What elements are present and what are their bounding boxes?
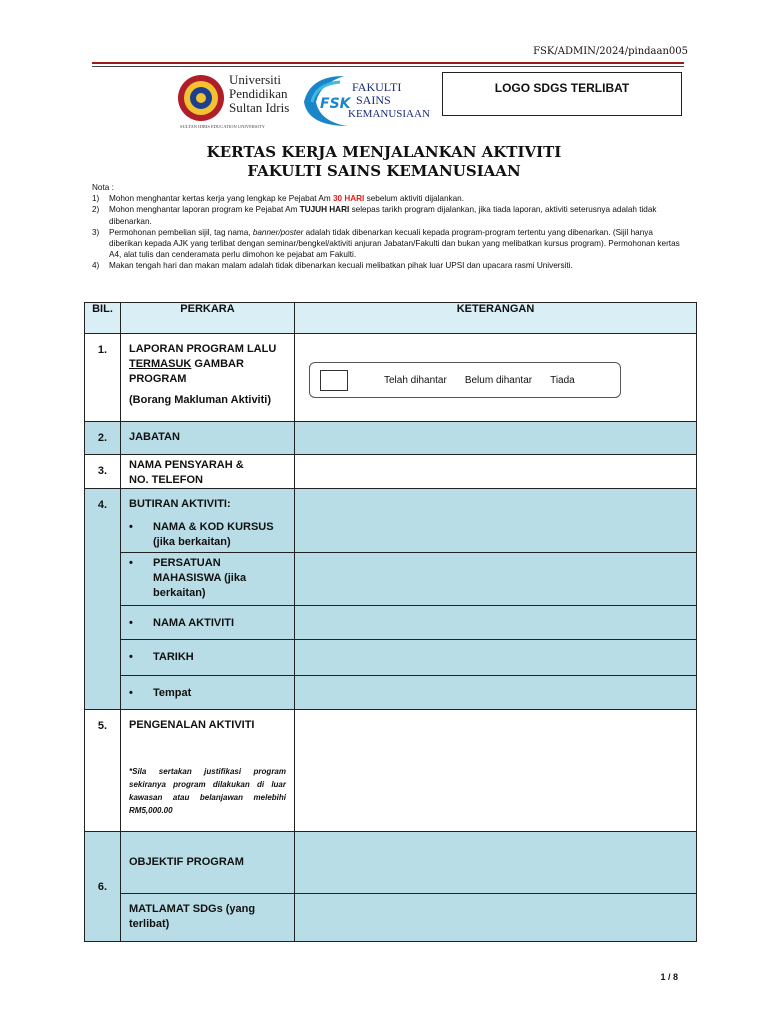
venue-field[interactable]	[295, 676, 697, 710]
bullet-item	[129, 556, 288, 601]
bullet-icon: •	[129, 651, 133, 663]
row-number: 3.	[85, 455, 121, 489]
option-tiada[interactable]: Tiada	[550, 374, 575, 386]
activity-name-field[interactable]	[295, 606, 697, 640]
row-number: 2.	[85, 422, 121, 455]
row-label: MATLAMAT SDGs (yang terlibat)	[121, 894, 295, 942]
label-text: GAMBAR	[191, 358, 244, 370]
justification-note: *Sila sertakan justifikasi program sekiranya program dilakukan di luar kawasan atau belanjawan melebihi RM5,000.00	[129, 767, 286, 815]
notes-heading: Nota :	[92, 183, 114, 192]
note-number: 3)	[92, 227, 100, 237]
row-label	[121, 640, 295, 676]
note-number: 2)	[92, 205, 100, 215]
note-highlight: 30 HARI	[332, 194, 365, 204]
header-rule-thin	[92, 66, 684, 67]
label-line: berkaitan)	[153, 587, 206, 599]
document-title-line1: KERTAS KERJA MENJALANKAN AKTIVITI	[206, 143, 562, 161]
table-row	[85, 710, 697, 832]
label-line: NAMA AKTIVITI	[153, 617, 235, 629]
document-title-line2: FAKULTI SAINS KEMANUSIAAN	[247, 162, 521, 180]
table-row	[85, 640, 697, 676]
bullet-icon: •	[129, 617, 133, 629]
row-number: 5.	[85, 710, 121, 832]
note-text: sebelum aktiviti dijalankan.	[364, 194, 465, 204]
upsi-tagline: SULTAN IDRIS EDUCATION UNIVERSITY	[180, 124, 265, 129]
table-row	[85, 489, 697, 553]
objective-field[interactable]	[295, 832, 697, 894]
upsi-logo	[176, 72, 296, 130]
fsk-logo	[300, 72, 436, 128]
bullet-item	[129, 616, 288, 631]
label-line: LAPORAN PROGRAM LALU	[129, 343, 277, 355]
note-text: Permohonan pembelian sijil, tag nama,	[109, 227, 253, 237]
note-item	[92, 227, 684, 261]
bullet-icon: •	[129, 521, 133, 533]
page-number: 1 / 8	[660, 972, 678, 982]
upsi-name-line3: Sultan Idris	[229, 100, 290, 115]
notes-section	[92, 182, 684, 272]
jabatan-field[interactable]	[295, 422, 697, 455]
option-telah-dihantar[interactable]: Telah dihantar	[384, 374, 447, 386]
fsk-name-line1: FAKULTI	[352, 80, 402, 94]
row-label: OBJEKTIF PROGRAM	[121, 832, 295, 894]
status-checkbox[interactable]	[320, 370, 348, 391]
label-line: PENGENALAN AKTIVITI	[129, 719, 255, 731]
note-text: Mohon menghantar kertas kerja yang lengkap ke Pejabat Am	[109, 194, 333, 204]
row-label	[121, 710, 295, 832]
introduction-field[interactable]	[295, 710, 697, 832]
form-table	[84, 302, 697, 942]
fsk-name-line2: SAINS	[356, 93, 391, 107]
header-bil: BIL.	[85, 303, 121, 334]
table-header-row	[85, 303, 697, 334]
fsk-name-line3: KEMANUSIAAN	[348, 108, 430, 120]
lecturer-phone-field[interactable]	[295, 455, 697, 489]
label-line: NAMA & KOD KURSUS	[153, 521, 274, 533]
row-number: 4.	[85, 489, 121, 710]
label-line: TARIKH	[153, 651, 194, 663]
bullet-item	[129, 520, 288, 550]
bullet-icon: •	[129, 687, 133, 699]
row-label	[121, 455, 295, 489]
row-label	[121, 334, 295, 422]
table-row	[85, 455, 697, 489]
upsi-name-line2: Pendidikan	[229, 86, 288, 101]
label-line: NAMA PENSYARAH &	[129, 459, 244, 471]
bullet-icon: •	[129, 557, 133, 569]
note-italic: banner/poster	[252, 227, 304, 237]
table-row	[85, 676, 697, 710]
row-number: 6.	[85, 832, 121, 942]
sdg-goals-field[interactable]	[295, 894, 697, 942]
report-status-options	[309, 362, 621, 398]
label-underlined: TERMASUK	[129, 358, 192, 370]
option-belum-dihantar[interactable]: Belum dihantar	[464, 374, 533, 386]
table-row	[85, 606, 697, 640]
label-line: Tempat	[153, 687, 192, 699]
header-perkara: PERKARA	[121, 303, 295, 334]
fsk-abbr: FSK	[320, 96, 351, 112]
row-label	[121, 553, 295, 606]
note-item	[92, 260, 684, 271]
note-text: Makan tengah hari dan makan malam adalah tidak dibenarkan kecuali melibatkan pihak luar UPSI dan upacara rasmi Universiti.	[109, 261, 573, 271]
note-item	[92, 193, 684, 204]
table-row	[85, 422, 697, 455]
association-field[interactable]	[295, 553, 697, 606]
label-line	[129, 357, 288, 372]
label-line: BUTIRAN AKTIVITI:	[129, 498, 231, 510]
table-row	[85, 334, 697, 422]
row-label	[121, 489, 295, 553]
label-line: (Borang Makluman Aktiviti)	[129, 394, 271, 406]
note-number: 4)	[92, 261, 100, 271]
row-value	[295, 334, 697, 422]
note-number: 1)	[92, 194, 100, 204]
note-item	[92, 204, 684, 226]
note-text: adalah tidak dibenarkan kecuali kepada program-program tertentu yang dibenarkan. (Sijil hanya diberikan kepada AJK yang terlibat dengan seminar/bengkel/aktiviti anjuran Jabatan/Fakulti dan bukan yang melibatkan kursus program). Permohonan kertas A4, alat tulis dan cenderamata perlu dimohon ke pejabat am Fakulti.	[109, 227, 680, 260]
header-rule-red	[92, 62, 684, 64]
upsi-name-line1: Universiti	[229, 72, 281, 87]
header-keterangan: KETERANGAN	[295, 303, 697, 334]
table-row	[85, 832, 697, 894]
row-label: JABATAN	[121, 422, 295, 455]
label-line: NO. TELEFON	[129, 474, 203, 486]
note-bold: TUJUH HARI	[299, 205, 350, 215]
row-label	[121, 606, 295, 640]
bullet-item	[129, 686, 288, 701]
bullet-item	[129, 650, 288, 665]
date-field[interactable]	[295, 640, 697, 676]
label-line: PROGRAM	[129, 373, 187, 385]
note-text: selepas tarikh program dijalankan, jika tiada laporan, aktiviti seterusnya adalah tidak dibenarkan.	[109, 205, 657, 226]
row-number: 1.	[85, 334, 121, 422]
document-reference: FSK/ADMIN/2024/pindaan005	[533, 46, 688, 57]
row-label	[121, 676, 295, 710]
note-text: Mohon menghantar laporan program ke Pejabat Am	[109, 205, 300, 215]
course-field[interactable]	[295, 489, 697, 553]
table-row	[85, 553, 697, 606]
label-line: MAHASISWA (jika	[153, 572, 247, 584]
sdgs-logo-box: LOGO SDGS TERLIBAT	[442, 72, 682, 116]
table-row	[85, 894, 697, 942]
label-line: (jika berkaitan)	[153, 536, 231, 548]
label-line: PERSATUAN	[153, 557, 221, 569]
